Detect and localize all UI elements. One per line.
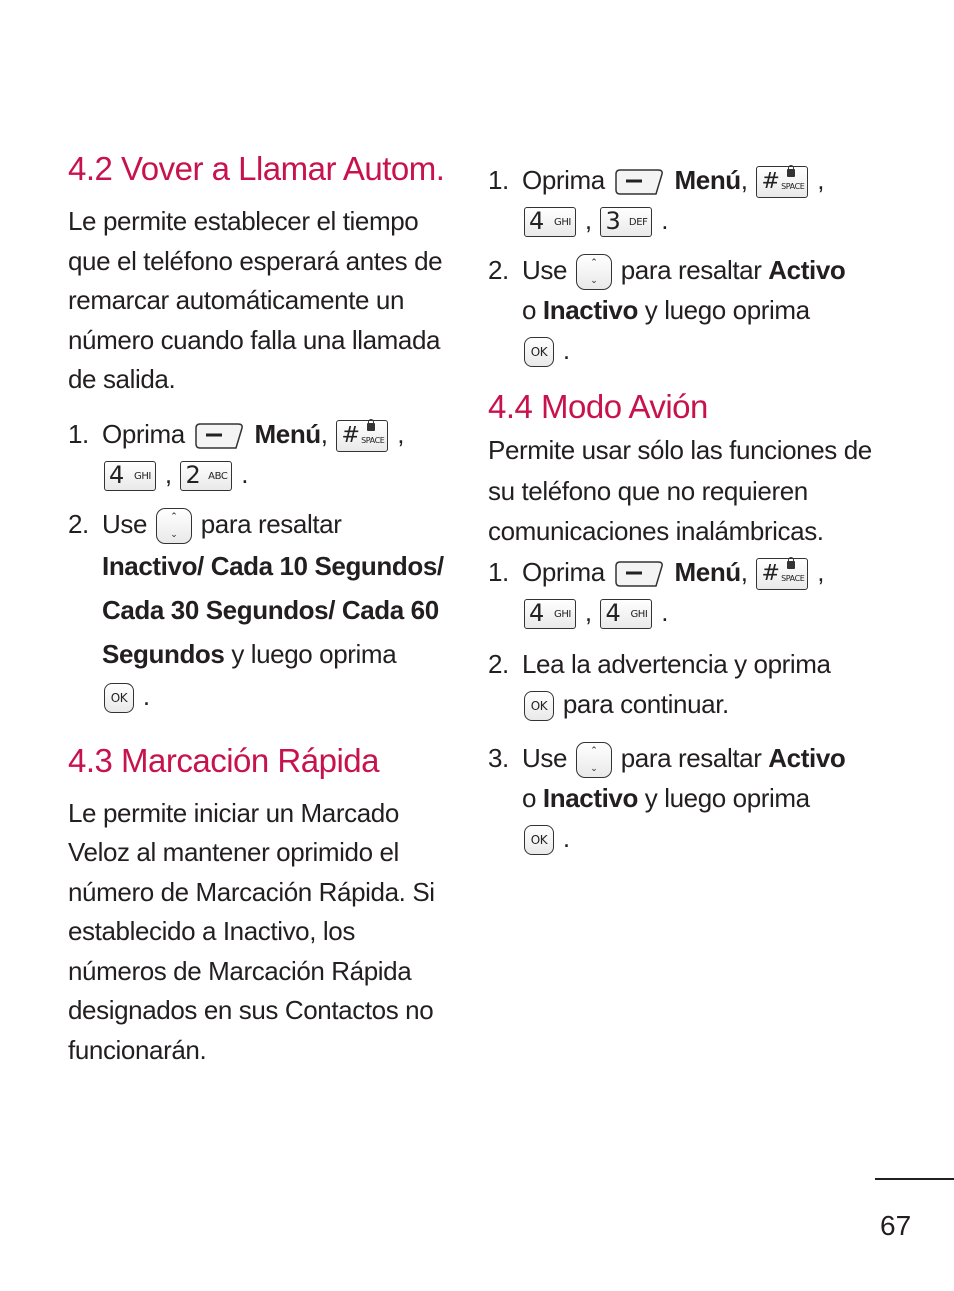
navigation-key-icon: ⌃ ⌄ <box>156 508 192 544</box>
section-4-3-intro: Le permite iniciar un Marcado Veloz al mantener oprimido el número de Marcación Rápida. Si establecido a Inactivo, los números de Marcación Rápida designados en sus Contactos no funcionarán. <box>68 797 435 1065</box>
step-number: 1. <box>488 556 509 587</box>
options-label: Inactivo/ Cada 10 Segundos/ Cada 30 Segundos/ Cada 60 Segundos <box>102 550 444 669</box>
step-number: 2. <box>68 508 89 539</box>
ok-key-icon: OK <box>524 691 554 721</box>
step-4-4-2 <box>488 644 883 724</box>
hash-space-key-icon: # SPACE <box>756 166 808 198</box>
ok-key-icon: OK <box>524 825 554 855</box>
step-text: para resaltar <box>200 508 342 539</box>
key-4-icon: 4 GHI <box>104 461 156 491</box>
step-number: 1. <box>68 418 89 449</box>
step-text: Oprima <box>522 165 605 195</box>
inactivo-label: Inactivo <box>542 782 638 813</box>
key-2-icon: 2 ABC <box>180 461 232 491</box>
hash-space-key-icon: # SPACE <box>756 558 808 590</box>
inactivo-label: Inactivo <box>542 295 638 326</box>
step-text: Use <box>522 255 568 285</box>
step-4-4-3: 3. Use ⌃ ⌄ para resaltar Activo o Inactivo y luego oprima OK . <box>488 738 883 858</box>
step-text: Lea la advertencia y oprima <box>522 648 831 679</box>
menu-label: Menú <box>674 556 741 587</box>
step-text: para resaltar <box>620 742 762 773</box>
step-number: 1. <box>488 165 509 195</box>
step-number: 2. <box>488 648 509 679</box>
navigation-key-icon: ⌃ ⌄ <box>576 254 612 290</box>
ok-key-icon: OK <box>104 683 134 713</box>
step-text: y luego oprima <box>231 638 397 669</box>
step-number: 3. <box>488 742 509 773</box>
left-softkey-icon <box>194 420 246 452</box>
key-4-icon: 4 GHI <box>524 207 576 237</box>
section-4-3-steps <box>488 160 883 370</box>
step-number: 2. <box>488 255 509 285</box>
step-text: Oprima <box>102 418 185 449</box>
section-4-2-steps <box>68 414 448 716</box>
step-text: para continuar. <box>562 688 729 719</box>
footer-rule <box>875 1178 954 1180</box>
ok-key-icon: OK <box>524 337 554 367</box>
left-column <box>68 150 448 1070</box>
section-4-2-intro: Le permite establecer el tiempo que el teléfono esperará antes de remarcar automáticamente un número cuando falla una llamada de salida. <box>68 206 443 394</box>
section-4-4-steps <box>488 552 883 858</box>
right-column <box>488 160 883 858</box>
section-title-4-4: 4.4 Modo Avión <box>488 388 708 426</box>
step-4-2-2: 2. Use ⌃ ⌄ para resaltar Inactivo/ Cada 10 Segundos/ Cada 30 Segundos/ Cada 60 Segundos y luego oprima OK . <box>68 504 448 716</box>
step-text: y luego oprima <box>644 782 810 813</box>
navigation-key-icon: ⌃ ⌄ <box>576 742 612 778</box>
hash-space-key-icon: # SPACE <box>336 420 388 452</box>
step-text: o <box>522 782 537 813</box>
key-4-icon: 4 GHI <box>524 599 576 629</box>
section-4-4-intro: Permite usar sólo las funciones de su teléfono que no requieren comunicaciones inalámbricas. <box>488 435 872 547</box>
activo-label: Activo <box>768 255 846 285</box>
step-4-2-1: 1. Oprima Menú, # SPACE , 4 GHI , 2 ABC . <box>68 414 448 494</box>
step-text: Use <box>102 508 148 539</box>
step-text: Use <box>522 742 568 773</box>
step-text: Oprima <box>522 556 605 587</box>
key-4-icon: 4 GHI <box>600 599 652 629</box>
section-title-4-3: 4.3 Marcación Rápida <box>68 741 380 779</box>
menu-label: Menú <box>254 418 321 449</box>
step-4-4-1: 1. Oprima Menú, # SPACE , 4 GHI , 4 GHI . <box>488 552 883 632</box>
step-4-3-1: 1. Oprima Menú, # SPACE , 4 GHI , 3 DEF . <box>488 160 883 240</box>
left-softkey-icon <box>614 166 666 198</box>
step-4-3-2: 2. Use ⌃ ⌄ para resaltar Activo o Inactivo y luego oprima OK . <box>488 250 883 370</box>
step-text: para resaltar <box>620 255 762 285</box>
step-text: o <box>522 295 537 326</box>
left-softkey-icon <box>614 558 666 590</box>
section-title-4-2: 4.2 Vover a Llamar Autom. <box>68 150 445 187</box>
page-number: 67 <box>880 1210 912 1241</box>
key-3-icon: 3 DEF <box>600 207 652 237</box>
menu-label: Menú <box>674 165 741 195</box>
activo-label: Activo <box>768 742 846 773</box>
step-text: y luego oprima <box>644 295 810 326</box>
